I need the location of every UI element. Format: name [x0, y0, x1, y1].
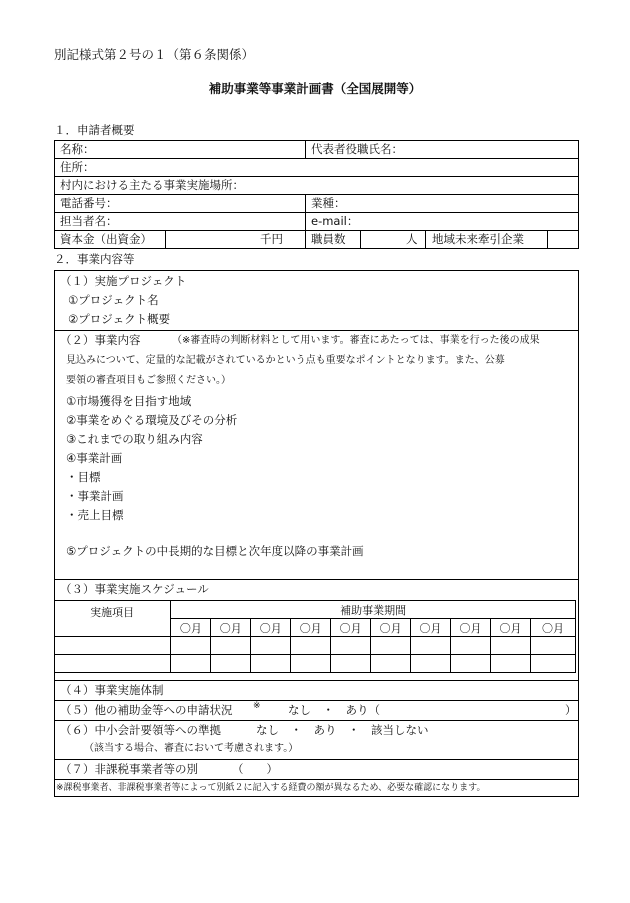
document-title: 補助事業等事業計画書（全国展開等） — [208, 81, 422, 96]
staff-unit: 人 — [406, 232, 418, 246]
representative-label: 代表者役職氏名： — [311, 142, 403, 156]
accounting-note: （該当する場合、審査において考慮されます。） — [84, 743, 299, 754]
project-summary-item: ②プロジェクト概要 — [68, 312, 171, 326]
schedule-row — [54, 637, 576, 655]
long-term-plan-item: ⑤プロジェクトの中長期的な目標と次年度以降の事業計画 — [66, 544, 364, 558]
capital-label: 資本金（出資金） — [60, 232, 152, 246]
capital-unit: 千円 — [260, 232, 283, 246]
business-plan-item: ④事業計画 — [66, 451, 123, 465]
business-content-box — [54, 270, 579, 797]
month-header: 〇月 — [251, 619, 291, 637]
structure-heading: （４）事業実施体制 — [60, 683, 164, 697]
past-efforts-item: ③これまでの取り組み内容 — [66, 432, 203, 446]
month-header: 〇月 — [530, 619, 575, 637]
staff-label: 職員数 — [311, 232, 346, 246]
target-region-item: ①市場獲得を目指す地域 — [66, 394, 192, 408]
email-label: e-mail： — [311, 214, 359, 228]
other-subsidy-mark: ※ — [253, 701, 261, 711]
schedule-period-header: 補助事業期間 — [171, 601, 576, 619]
schedule-heading: （３）事業実施スケジュール — [60, 582, 209, 596]
business-note-line2: 見込みについて、定量的な記載がされているかという点も重要なポイントとなります。また、公募 — [66, 355, 505, 366]
project-name-item: ①プロジェクト名 — [68, 293, 159, 307]
contact-person-label: 担当者名： — [60, 214, 118, 228]
sales-target-bullet: ・売上目標 — [66, 508, 124, 522]
schedule-item-header: 実施項目 — [54, 601, 171, 637]
month-header: 〇月 — [211, 619, 251, 637]
month-header: 〇月 — [291, 619, 331, 637]
regional-company-label: 地域未来牽引企業 — [432, 232, 524, 246]
schedule-table — [54, 600, 576, 673]
taxation-heading: （７）非課税事業者等の別 — [60, 762, 198, 776]
accounting-options: なし ・ あり ・ 該当しない — [256, 723, 429, 737]
business-content-heading: （２）事業内容 — [60, 333, 141, 347]
village-location-label: 村内における主たる事業実施場所： — [60, 178, 244, 192]
month-header: 〇月 — [331, 619, 371, 637]
name-label: 名称： — [60, 142, 95, 156]
goal-bullet: ・目標 — [66, 470, 101, 484]
form-number: 別記様式第２号の１（第６条関係） — [54, 47, 255, 62]
section1-heading: １．申請者概要 — [54, 123, 135, 137]
month-header: 〇月 — [171, 619, 211, 637]
other-subsidy-options: なし ・ あり（ — [288, 703, 380, 717]
phone-label: 電話番号： — [60, 196, 118, 210]
section2-heading: ２．事業内容等 — [54, 252, 135, 266]
month-header: 〇月 — [451, 619, 491, 637]
month-header: 〇月 — [371, 619, 411, 637]
schedule-row — [54, 655, 576, 673]
month-header: 〇月 — [490, 619, 530, 637]
accounting-heading: （６）中小会計要領等への準拠 — [60, 723, 221, 737]
industry-label: 業種： — [311, 196, 346, 210]
other-subsidy-heading: （５）他の補助金等への申請状況 — [60, 703, 233, 717]
footnote: ※課税事業者、非課税事業者等によって別紙２に記入する経費の額が異なるため、必要な確認になります。 — [56, 783, 486, 793]
address-label: 住所： — [60, 160, 95, 174]
business-note-line1: （※審査時の判断材料として用います。審査にあたっては、事業を行った後の成果 — [172, 335, 540, 346]
project-heading: （１）実施プロジェクト — [60, 274, 187, 288]
other-subsidy-close: ） — [565, 703, 577, 717]
taxation-paren: （ ） — [232, 762, 278, 776]
environment-analysis-item: ②事業をめぐる環境及びその分析 — [66, 413, 238, 427]
plan-bullet: ・事業計画 — [66, 489, 124, 503]
month-header: 〇月 — [411, 619, 451, 637]
business-note-line3: 要領の審査項目もご参照ください。） — [66, 375, 231, 386]
